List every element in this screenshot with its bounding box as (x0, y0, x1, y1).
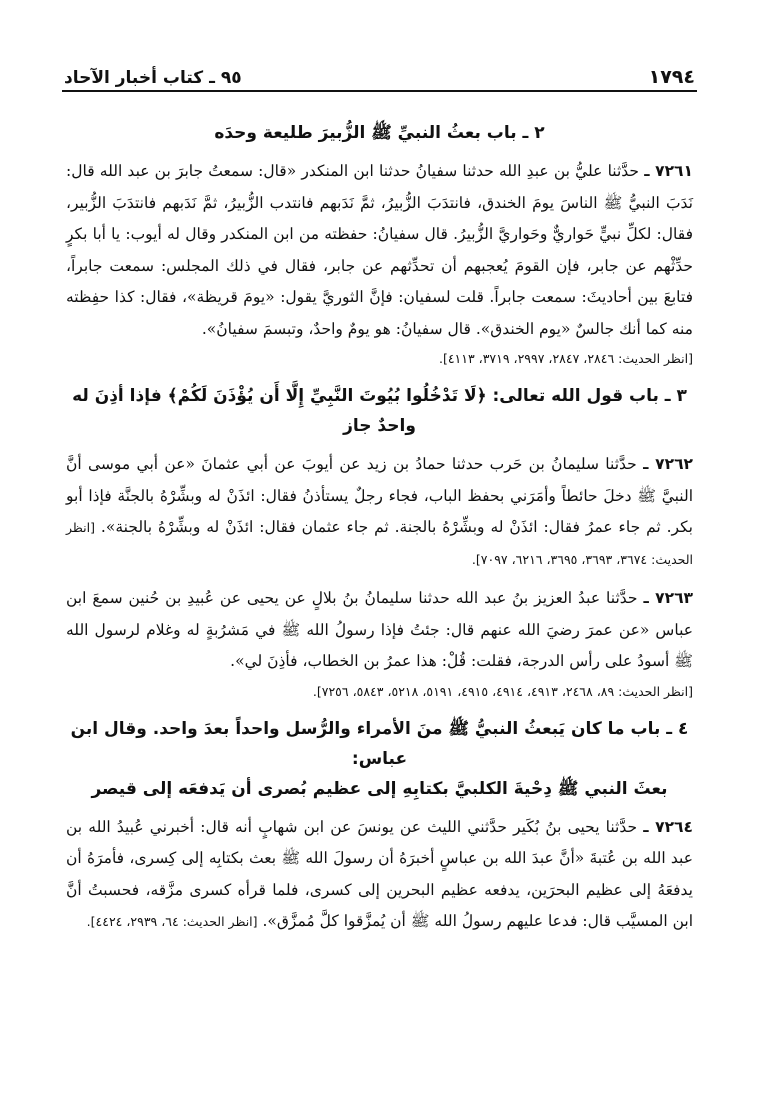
chapter-heading-line: ٤ ـ باب ما كان يَبعثُ النبيُّ ﷺ منَ الأمراء والرُّسل واحداً بعدَ واحد. وقال ابن عباس: (70, 718, 689, 769)
hadith-text: حدَّثنا عليُّ بن عبدِ الله حدثنا سفيانُ حدثنا ابن المنكدر «قال: سمعتُ جابرَ بن عبد الله قال: نَدَبَ النبيُّ ﷺ الناسَ يومَ الخندق، فانتدَبَ الزُّبيرُ، ثمَّ نَدَبهم فانتدب الزُّبيرُ، ثمَّ نَدَبهم فانتدَبَ الزُّبير، فقال: لكلِّ نبيٍّ حَواريٌّ وحَواريَّ الزُّبيرُ. قال سفيانُ: حفظته من ابن المنكدر وقال له أيوب: يا أبا بكرٍ حدِّثْهم عن جابر، فإن القومَ يُعجبهم أن تحدِّثهم عن جابر، فقال في ذلك المجلس: سمعت جابراً، فتابعَ بين أحاديثَ: سمعت جابراً. قلت لسفيان: فإنَّ الثوريَّ يقول: «يومَ قريظة»، فقال: كذا حفِظته منه كما أنك جالسٌ «يوم الخندق». قال سفيانُ: هو يومٌ واحدٌ، وتبسمَ سفيانُ». (66, 162, 693, 338)
hadith-references: [انظر الحديث: ٨٩، ٢٤٦٨، ٤٩١٣، ٤٩١٤، ٤٩١٥، ٥١٩١، ٥٢١٨، ٥٨٤٣، ٧٢٥٦]. (312, 683, 693, 699)
running-title: ٩٥ ـ كتاب أخبار الآحاد (64, 68, 242, 88)
hadith-7261 (66, 156, 693, 345)
running-head (64, 58, 695, 88)
hadith-7262 (66, 449, 693, 575)
hadith-text: حدَّثنا يحيى بنُ بُكَير حدَّثني الليث عن يونسَ عن ابن شهابٍ أنه قال: أخبرني عُبيدُ الله بن عبد الله بن عُتبةَ «أنَّ عبدَ الله بن عباسٍ أخبرَهُ أن رسولَ الله ﷺ بعث بكتابِه إلى كِسرى، فأمرَهُ أن يدفعَهُ إلى عظيم البحرَين، يدفعه عظيم البحرين إلى كسرى، فلما قرأه كسرى مزَّقه، فحسبتُ أنَّ ابن المسيَّب قال: فدعا عليهم رسولُ الله ﷺ أن يُمزَّقوا كلَّ مُمزَّق». (66, 817, 693, 930)
chapter-heading-3: ٣ ـ باب قول الله تعالى: ﴿لَا تَدْخُلُوا بُيُوتَ النَّبِيِّ إِلَّا أَن يُؤْذَنَ لَكُمْ﴾ فإذا أذِنَ له واحدٌ جاز (72, 386, 687, 436)
hadith-7264 (66, 812, 693, 938)
header-rule (62, 90, 697, 92)
page-number: ١٧٩٤ (648, 66, 695, 88)
chapter-heading-4 (66, 714, 693, 804)
chapter-heading-line: بعثَ النبي ﷺ دِحْيةَ الكلبيَّ بكتابِهِ إلى عظيم بُصرى أن يَدفعَه إلى قيصر (91, 778, 668, 799)
chapter-heading-2: ٢ ـ باب بعثُ النبيِّ ﷺ الزُّبيرَ طليعة وحدَه (214, 123, 545, 143)
hadith-text: حدَّثنا عبدُ العزيز بنُ عبد الله حدثنا سليمانُ بنُ بلالٍ عن يحيى عن عُبيدِ بن حُنين سمعَ ابن عباس «عن عمرَ رضيَ الله عنهم قال: جئتُ فإذا رسولُ الله ﷺ في مَشرُبةٍ له وغلام لرسول الله ﷺ أسودُ على رأس الدرجة، فقلت: قُلْ: هذا عمرُ بن الخطاب، فأذِنَ لي». (66, 589, 693, 670)
hadith-text: حدَّثنا سليمانُ بن حَرب حدثنا حمادُ بن زيد عن أيوبَ عن أبي عثمانَ «عن أبي موسى أنَّ النبيَّ ﷺ دخلَ حائطاً وأمَرَني بحفظ الباب، فجاء رجلٌ يستأذنُ فقال: ائذَنْ له وبشِّرْهُ بالجنَّة فإذا أبو بكر. ثم جاء عمرُ فقال: ائذَنْ له وبشِّرْهُ بالجنة. ثم جاء عثمان فقال: ائذَنْ له وبشِّرْهُ بالجنة». (66, 455, 693, 536)
hadith-number: ٧٢٦٤ ـ (643, 817, 693, 836)
hadith-references: [انظر الحديث: ٦٤، ٢٩٣٩، ٤٤٢٤]. (86, 914, 258, 929)
hadith-number: ٧٢٦١ ـ (644, 162, 693, 180)
page-content (66, 112, 693, 938)
hadith-7263 (66, 583, 693, 678)
hadith-number: ٧٢٦٣ ـ (643, 589, 693, 607)
spacer (66, 575, 693, 583)
hadith-number: ٧٢٦٢ ـ (643, 455, 693, 473)
hadith-references: [انظر الحديث: ٢٨٤٦، ٢٨٤٧، ٢٩٩٧، ٣٧١٩، ٤١١٣]. (438, 351, 693, 366)
hadith-references: [انظر الحديث: ٣٦٧٤، ٣٦٩٣، ٣٦٩٥، ٦٢١٦، ٧٠٩٧]. (66, 520, 693, 567)
